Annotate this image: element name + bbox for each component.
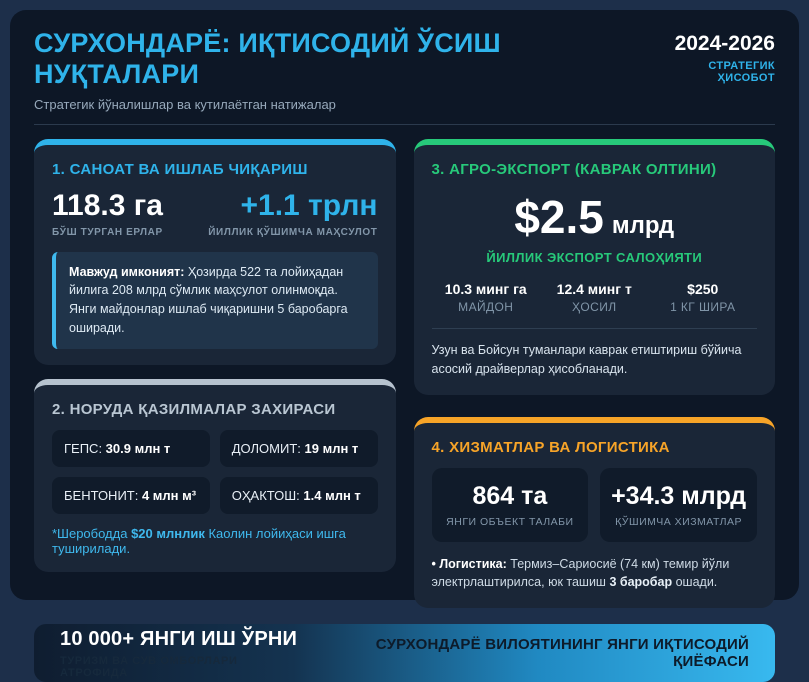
mineral-name: ДОЛОМИТ: bbox=[231, 440, 305, 456]
industry-note-text: Ҳозирда 522 та лойиҳадан йилига 208 млрд сўмлик маҳсулот олинмоқда. Янги майдонлар ишлаб чиқаришни 5 баробарга оширади. bbox=[69, 264, 348, 335]
page-subtitle: Стратегик йўналишлар ва кутилаётган натижалар bbox=[34, 97, 336, 112]
minerals-footnote-suffix: Каолин лойиҳаси ишга туширилади. bbox=[52, 525, 346, 556]
mineral-item-limestone bbox=[220, 477, 378, 514]
service-boxes bbox=[432, 468, 758, 542]
agro-stat-value: 10.3 минг га bbox=[444, 281, 527, 297]
service-box-label: ҚЎШИМЧА ХИЗМАТЛАР bbox=[615, 515, 743, 528]
footer-jobs-subtitle: ТУРИЗМ ВА СУВ ОМБОРЛАРИ АТРОФИДА bbox=[60, 654, 238, 679]
mineral-name: БЕНТОНИТ: bbox=[64, 487, 142, 503]
industry-note bbox=[52, 252, 378, 349]
service-box-label: ЯНГИ ОБЪЕКТ ТАЛАБИ bbox=[446, 515, 574, 528]
stat-free-land bbox=[52, 190, 163, 238]
card-industry-title: 1. САНОАТ ВА ИШЛАБ ЧИҚАРИШ bbox=[52, 161, 308, 178]
footer-banner bbox=[34, 624, 775, 682]
right-column bbox=[414, 139, 776, 608]
mineral-item-bentonite bbox=[52, 477, 210, 514]
card-services bbox=[414, 417, 776, 609]
report-type-label: СТРАТЕГИК ҲИСОБОТ bbox=[708, 60, 775, 84]
mineral-value: 19 млн т bbox=[304, 440, 359, 456]
footer-jobs-title: 10 000+ ЯНГИ ИШ ЎРНИ bbox=[60, 627, 298, 650]
stat-extra-output-value: +1.1 трлн bbox=[240, 189, 378, 222]
service-box-objects bbox=[432, 468, 589, 542]
footer-left bbox=[60, 628, 304, 679]
agro-stat-harvest bbox=[540, 281, 649, 314]
card-services-title: 4. ХИЗМАТЛАР ВА ЛОГИСТИКА bbox=[431, 438, 670, 456]
agro-big-value: $2.5 bbox=[514, 191, 604, 243]
minerals-footnote-amount: $20 млнлик bbox=[131, 525, 205, 541]
card-industry bbox=[34, 139, 396, 365]
logistics-note-text2: ошади. bbox=[672, 575, 718, 590]
mineral-name: ГЕПС: bbox=[64, 440, 106, 456]
card-minerals bbox=[34, 379, 396, 572]
mineral-value: 30.9 млн т bbox=[105, 440, 171, 456]
logistics-note-text1: Термиз–Сариосиё (74 км) темир йўли электрлаштирилса, юк ташиш bbox=[431, 556, 730, 590]
report-panel bbox=[10, 10, 799, 679]
agro-description: Узун ва Бойсун туманлари каврак етиштириш бўйича асосий драйверлар ҳисобланади. bbox=[432, 328, 758, 379]
agro-big-label: ЙИЛЛИК ЭКСПОРТ САЛОҲИЯТИ bbox=[486, 250, 703, 265]
left-column bbox=[34, 139, 396, 608]
logistics-note bbox=[432, 555, 758, 593]
agro-stat-value: $250 bbox=[687, 281, 719, 297]
period-label: 2024-2026 bbox=[674, 32, 775, 55]
stat-extra-output bbox=[208, 190, 377, 238]
mineral-value: 1.4 млн т bbox=[303, 487, 361, 503]
stat-free-land-label: БЎШ ТУРГАН ЕРЛАР bbox=[52, 226, 163, 238]
service-box-value: 864 та bbox=[472, 481, 548, 510]
stat-free-land-value: 118.3 га bbox=[52, 189, 163, 222]
minerals-footnote-prefix: *Шерободда bbox=[52, 525, 132, 541]
mineral-grid bbox=[52, 430, 378, 514]
agro-stat-label: ҲОСИЛ bbox=[571, 300, 617, 314]
agro-stat-label: МАЙДОН bbox=[458, 300, 514, 314]
mineral-value: 4 млн м³ bbox=[141, 487, 197, 503]
agro-stat-area bbox=[432, 281, 541, 314]
content bbox=[34, 139, 775, 608]
header-left bbox=[34, 28, 652, 112]
page-title: СУРХОНДАРЁ: ИҚТИСОДИЙ ЎСИШ НУҚТАЛАРИ bbox=[34, 28, 501, 89]
card-agro-export bbox=[414, 139, 776, 395]
service-box-extra-services bbox=[600, 468, 757, 542]
footer-slogan: СУРХОНДАРЁ ВИЛОЯТИНИНГ ЯНГИ ИҚТИСОДИЙ ҚИЁФАСИ bbox=[375, 636, 749, 670]
mineral-item-gypsum bbox=[52, 430, 210, 467]
industry-note-lead: Мавжуд имконият: bbox=[69, 264, 185, 279]
card-minerals-title: 2. НОРУДА ҚАЗИЛМАЛАР ЗАХИРАСИ bbox=[52, 400, 336, 418]
mineral-name: ОҲАКТОШ: bbox=[231, 487, 304, 503]
header bbox=[34, 28, 775, 112]
stat-extra-output-label: ЙИЛЛИК ҚЎШИМЧА МАҲСУЛОТ bbox=[208, 226, 378, 238]
logistics-note-bold: 3 баробар bbox=[609, 575, 673, 590]
card-agro-title: 3. АГРО-ЭКСПОРТ (КАВРАК ОЛТИНИ) bbox=[431, 161, 717, 178]
mineral-item-dolomite bbox=[220, 430, 378, 467]
agro-big-unit: млрд bbox=[611, 212, 675, 239]
agro-stat-price bbox=[649, 281, 758, 314]
header-right bbox=[652, 28, 775, 84]
service-box-value: +34.3 млрд bbox=[611, 481, 747, 510]
agro-stats bbox=[432, 281, 758, 314]
logistics-note-lead: • Логистика: bbox=[431, 556, 507, 571]
minerals-footnote bbox=[52, 526, 378, 556]
agro-big-number bbox=[432, 190, 758, 244]
industry-stats bbox=[52, 190, 378, 238]
header-divider bbox=[34, 124, 775, 125]
agro-stat-value: 12.4 минг т bbox=[556, 281, 632, 297]
agro-stat-label: 1 КГ ШИРА bbox=[670, 300, 736, 314]
